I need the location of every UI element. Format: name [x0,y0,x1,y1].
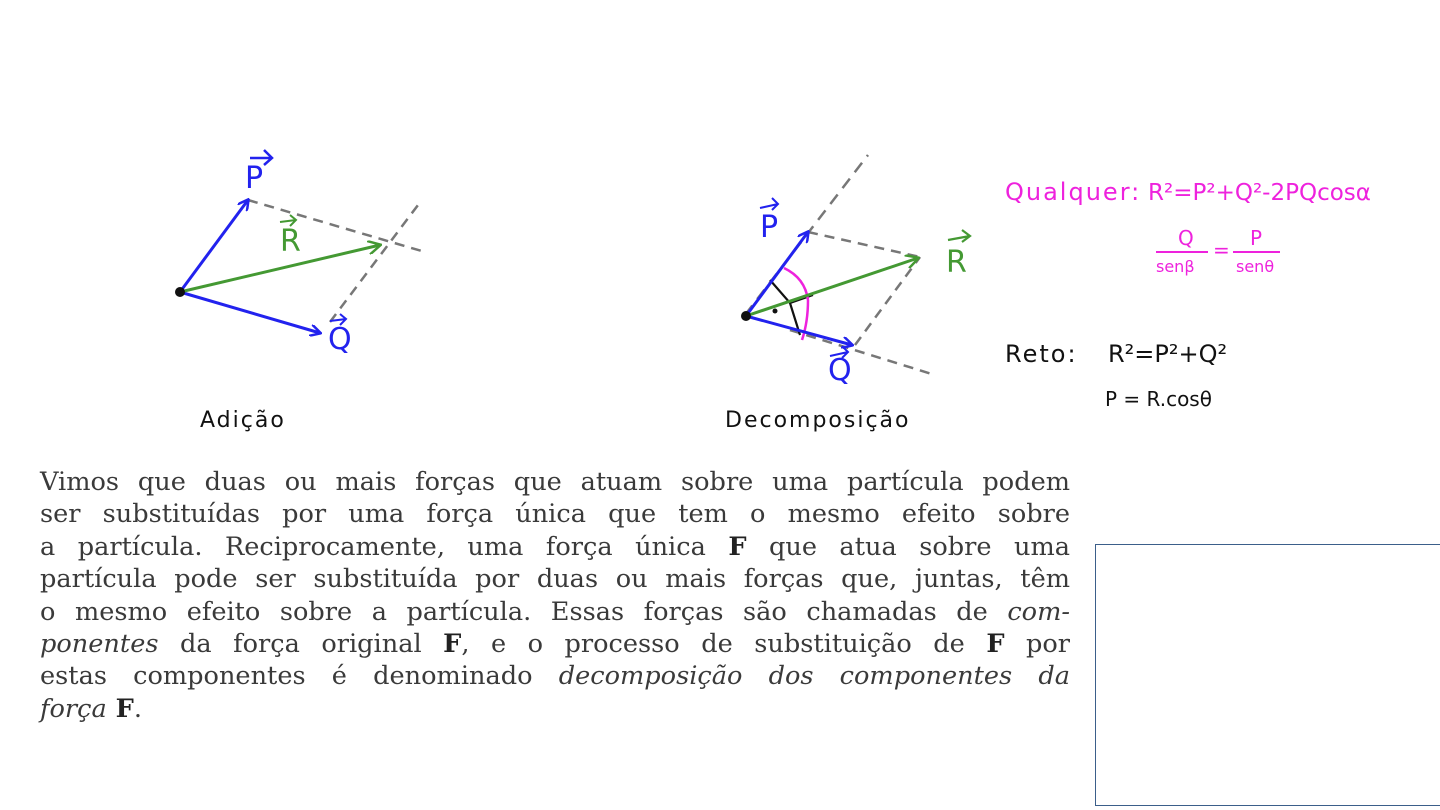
paragraph-line-7 [40,660,1070,692]
decomposition-vector-r [746,258,918,316]
formula-reto-label: Reto: [1005,340,1078,368]
formula-sine-q: Q [1178,226,1194,250]
decomposition-dash-low [790,330,935,375]
addition-diagram [175,150,425,433]
addition-label-q: Q [328,322,352,357]
paragraph-line-5b: com- [1007,596,1070,627]
paragraph-line-8a: força [40,693,107,724]
formulas-panel [1005,178,1371,411]
paragraph-line-6c: F [443,629,462,660]
paragraph-line-6 [40,628,1070,660]
formula-qualquer-label: Qualquer: [1005,178,1142,206]
paragraph-line-3 [40,531,1070,563]
decomposition-label-q: Q [828,353,852,388]
paragraph-line-3a: a partícula. Reciprocamente, uma força única [40,531,729,562]
decomposition-diagram [725,155,970,433]
formula-sine-senb: senβ [1156,257,1195,276]
addition-dash-right [330,205,418,322]
paragraph-line-8c: . [133,693,142,724]
paragraph-line-6d: , e o processo de substituição de [461,629,987,660]
formula-sine-p: P [1250,226,1263,250]
decomposition-label-r: R [946,245,967,280]
paragraph [40,466,1070,725]
paragraph-line-6f: por [1004,629,1071,660]
paragraph-line-7a: estas componentes é denominado [40,661,559,692]
paragraph-line-6b: da força original [158,629,444,660]
paragraph-line-1: Vimos que duas ou mais forças que atuam sobre uma partícula podem [40,467,1070,497]
addition-origin-point [175,287,185,297]
formula-reto-equation: R²=P²+Q² [1108,340,1228,368]
addition-caption: Adição [200,408,286,433]
decomposition-origin-point [741,311,751,321]
decomposition-r-arrow-icon [948,230,970,242]
addition-vector-q [180,292,320,333]
paragraph-line-3c: que atua sobre uma [746,531,1070,562]
addition-label-p: P [245,161,264,196]
paragraph-line-7b: decomposição dos componentes da [558,661,1070,692]
decomposition-p-arrow-icon [760,198,778,210]
formula-sine-sent: senθ [1236,257,1275,276]
formula-reto-p: P = R.cosθ [1105,387,1212,411]
right-angle-dot [773,309,778,314]
decomposition-label-p: P [760,210,779,245]
decomposition-vector-q [746,316,852,345]
paragraph-line-6e: F [986,629,1005,660]
decomposition-dash-top [808,232,920,257]
paragraph-line-5a: o mesmo efeito sobre a partícula. Essas forças são chamadas de [40,596,1008,627]
paragraph-line-3b: F [728,531,747,562]
addition-label-r: R [280,224,301,259]
formula-qualquer-equation: R²=P²+Q²-2PQcosα [1148,180,1371,206]
paragraph-line-4: partícula pode ser substituída por duas ou mais forças que, juntas, têm [40,564,1070,595]
decomposition-caption: Decomposição [725,408,911,433]
empty-blue-frame [1095,544,1440,806]
paragraph-line-8b: F [106,693,134,724]
decomposition-dash-right [855,257,920,345]
paragraph-line-5 [40,596,1070,628]
paragraph-line-2: ser substituídas por uma força única que tem o mesmo efeito sobre [40,499,1070,530]
addition-dash-top [248,200,425,252]
formula-sine-equals: = [1213,238,1230,262]
paragraph-line-6a: ponentes [40,629,159,660]
paragraph-line-8 [40,693,1070,725]
